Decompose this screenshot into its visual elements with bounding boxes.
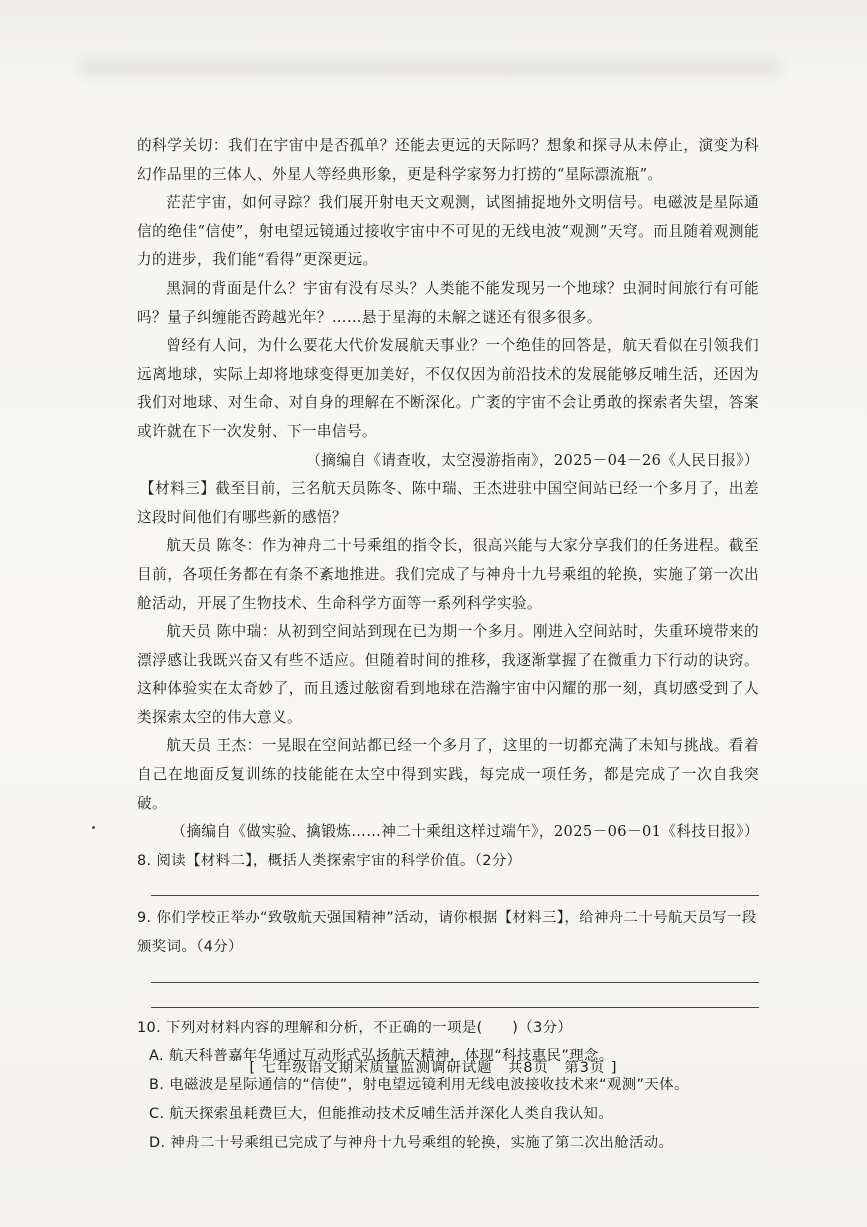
source-citation-1: （摘编自《请查收，太空漫游指南》，2025－04－26《人民日报》） xyxy=(306,451,759,469)
paragraph-4: 曾经有人问，为什么要花大代价发展航天事业？一个绝佳的回答是，航天看似在引领我们远离地球，实际上却将地球变得更加美好，不仅仅因为前沿技术的发展能够反哺生活，还因为我们对地球、对生命、对自身的理解在不断深化。广袤的宇宙不会让勇敢的探索者失望，答案或许就在下一次发射、下一串信号。 xyxy=(137,337,759,440)
page-footer: [ 七年级语文期末质量监测调研试题 共8页 第3页 ] xyxy=(249,1060,618,1076)
material-3-intro: 【材料三】截至目前，三名航天员陈冬、陈中瑞、王杰进驻中国空间站已经一个多月了，出差这段时间他们有哪些新的感悟？ xyxy=(137,480,759,526)
option-c[interactable]: C. 航天探索虽耗费巨大，但能推动技术反哺生活并深化人类自我认知。 xyxy=(149,1106,614,1123)
astronaut-wangjie: 航天员 王杰：一晃眼在空间站都已经一个多月了，这里的一切都充满了未知与挑战。看着自己在地面反复训练的技能能在太空中得到实践，每完成一项任务，都是完成了一次自我突破。 xyxy=(137,737,759,812)
question-8: 8. 阅读【材料二】，概括人类探索宇宙的科学价值。（2分） xyxy=(137,852,522,869)
paragraph-1: 的科学关切：我们在宇宙中是否孤单？还能去更远的天际吗？想象和探寻从未停止，演变为科幻作品里的三体人、外星人等经典形象，更是科学家努力打捞的“星际漂流瓶”。 xyxy=(137,137,759,183)
option-a[interactable]: A. 航天科普嘉年华通过互动形式弘扬航天精神，体现“科技惠民”理念。 xyxy=(149,1048,614,1065)
option-b[interactable]: B. 电磁波是星际通信的“信使”，射电望远镜利用无线电波接收技术来“观测”天体。 xyxy=(149,1077,689,1094)
scan-dot xyxy=(92,826,95,829)
paragraph-2: 茫茫宇宙，如何寻踪？我们展开射电天文观测，试图捕捉地外文明信号。电磁波是星际通信的绝佳“信使”，射电望远镜通过接收宇宙中不可见的无线电波“观测”天穹。而且随着观测能力的进步，我们能“看得”更深更远。 xyxy=(137,194,759,269)
scan-shadow xyxy=(80,60,780,76)
answer-line-q9-2[interactable] xyxy=(151,987,759,1008)
answer-line-q9-1[interactable] xyxy=(151,962,759,983)
question-10: 10. 下列对材料内容的理解和分析，不正确的一项是( )（3分） xyxy=(137,1019,573,1036)
source-citation-2: （摘编自《做实验、擒锻炼……神二十乘组这样过端午》，2025－06－01《科技日报》） xyxy=(171,823,759,841)
astronaut-chenzhongrui: 航天员 陈中瑞：从初到空间站到现在已为期一个多月。刚进入空间站时，失重环境带来的漂浮感让我既兴奋又有些不适应。但随着时间的推移，我逐渐掌握了在微重力下行动的诀窍。这种体验实在太奇妙了，而且透过舷窗看到地球在浩瀚宇宙中闪耀的那一刻，真切感受到了人类探索太空的伟大意义。 xyxy=(137,623,759,726)
page-content xyxy=(137,132,759,1158)
question-9: 9. 你们学校正举办“致敬航天强国精神”活动，请你根据【材料三】，给神舟二十号航天员写一段颁奖词。（4分） xyxy=(137,910,757,956)
paragraph-3: 黑洞的背面是什么？宇宙有没有尽头？人类能不能发现另一个地球？虫洞时间旅行有可能吗？量子纠缠能否跨越光年？……悬于星海的未解之谜还有很多很多。 xyxy=(137,279,759,326)
astronaut-chendong: 航天员 陈冬：作为神舟二十号乘组的指令长，很高兴能与大家分享我们的任务进程。截至目前，各项任务都在有条不紊地推进。我们完成了与神舟十九号乘组的轮换，实施了第一次出舱活动，开展了生物技术、生命科学方面等一系列科学实验。 xyxy=(137,537,759,612)
answer-line-q8[interactable] xyxy=(151,875,759,896)
option-d[interactable]: D. 神舟二十号乘组已完成了与神舟十九号乘组的轮换，实施了第二次出舱活动。 xyxy=(149,1135,674,1152)
